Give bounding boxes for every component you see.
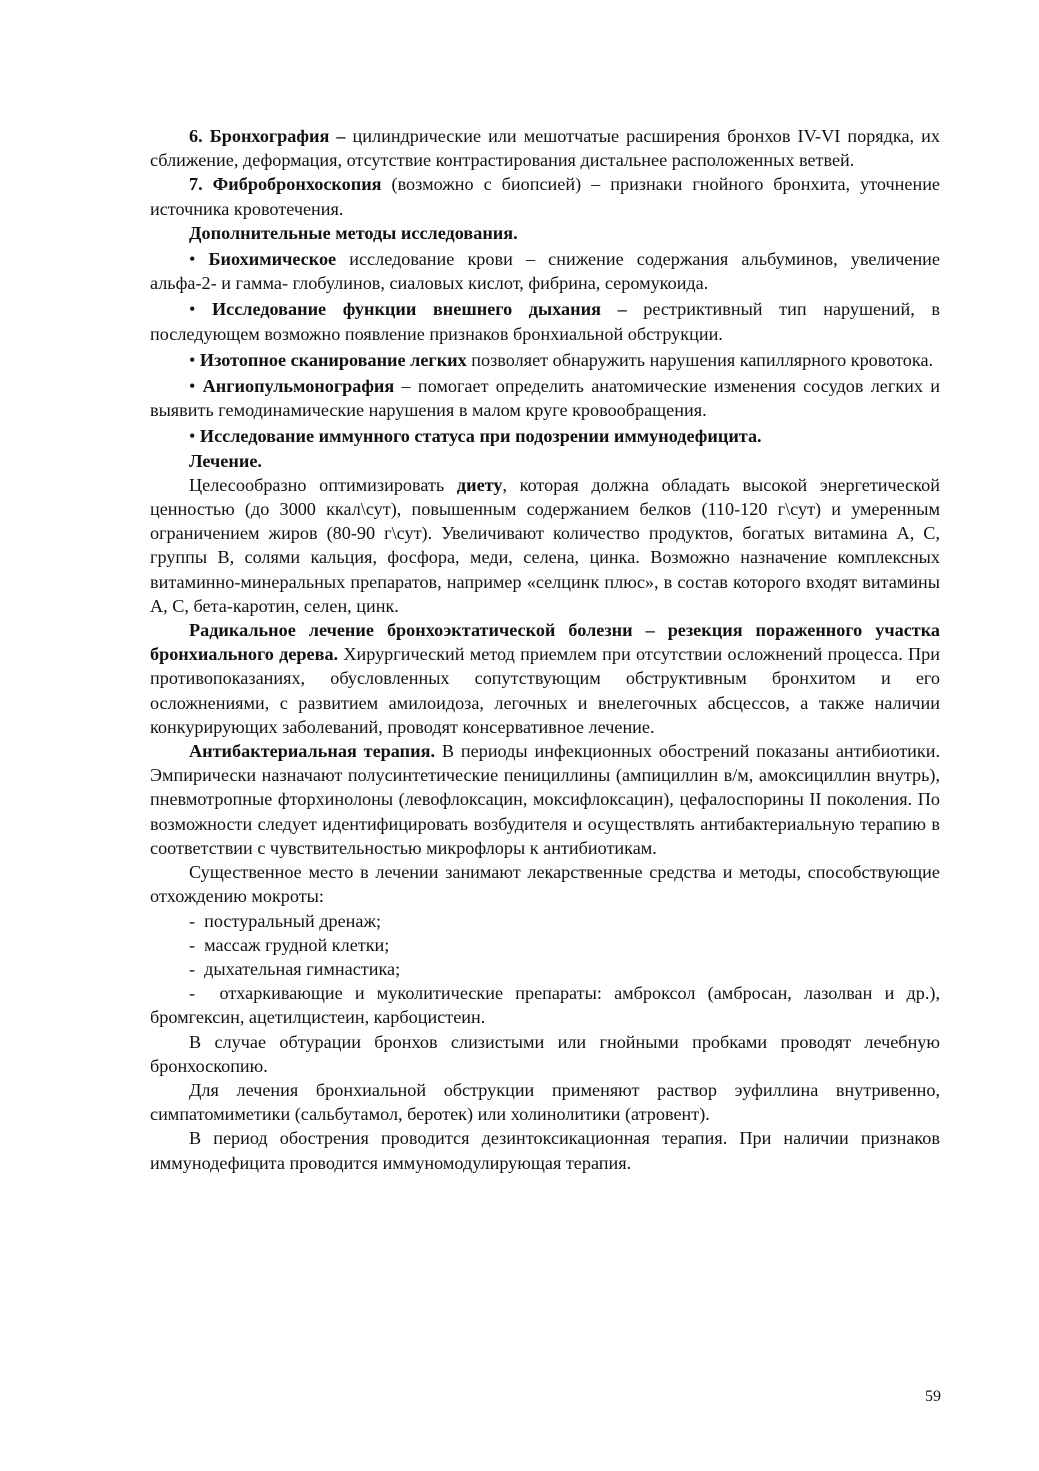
bullet-item-isotope-scan (150, 348, 940, 372)
bullet-text: позволяет обнаружить нарушения капиллярного кровотока. (466, 349, 934, 370)
paragraph-text: (возможно с биопсией) – признаки гнойного бронхита, уточнение источника кровотечения. (150, 174, 940, 219)
list-item: - дыхательная гимнастика; (150, 957, 940, 981)
paragraph-exacerbation: В период обострения проводится дезинтоксикационная терапия. При наличии признаков иммунодефицита проводится иммуномодулирующая терапия. (150, 1128, 940, 1173)
bullet-term: Исследование иммунного статуса при подозрении иммунодефицита. (199, 426, 762, 447)
heading-additional-methods (150, 221, 940, 245)
heading-treatment (150, 449, 940, 473)
term-fibrobronchoscopy: 7. Фибробронхоскопия (189, 174, 382, 195)
list-item: - массаж грудной клетки; (150, 933, 940, 957)
paragraph-antibacterial (150, 739, 940, 860)
heading-text: Лечение. (189, 450, 262, 471)
bullet-text: – помогает определить анатомические изменения сосудов легких и выявить гемодинамические нарушения в малом круге кровообращения. (150, 376, 940, 421)
bullet-term: Исследование функции внешнего дыхания – (212, 299, 627, 320)
paragraph-text: , которая должна обладать высокой энергетической ценностью (до 3000 ккал\сут), повышенным содержанием белков (110-120 г\сут) и умеренным ограничением жиров (80-90 г\сут). Увеличивают количество продуктов, богатых витамина А, С, группы В, солями кальция, фосфора, меди, селена, цинка. Возможно назначение комплексных витаминно-минеральных препаратов, например «селцинк плюс», в состав которого входят витамины А, С, бета-каротин, селен, цинк. (150, 474, 940, 616)
bullet-term: Биохимическое (208, 249, 337, 270)
bullet-text: рестриктивный тип нарушений, в последующем возможно появление признаков бронхиальной обструкции. (150, 299, 940, 344)
paragraph-sputum-intro: Существенное место в лечении занимают лекарственные средства и методы, способствующие отхождению мокроты: (150, 862, 940, 907)
list-item: - отхаркивающие и муколитические препараты: амброксол (амбросан, лазолван и др.), бромгексин, ацетилцистеин, карбоцистеин. (150, 981, 940, 1029)
bullet-item-immune-status (150, 424, 940, 448)
paragraph-fibrobronchoscopy (150, 172, 940, 220)
bullet-term: Изотопное сканирование легких (199, 349, 467, 370)
paragraph-diet (150, 473, 940, 618)
bullet-item-respiratory-function (150, 297, 940, 345)
paragraph-text: Целесообразно оптимизировать (189, 474, 457, 495)
paragraph-text: В периоды инфекционных обострений показаны антибиотики. Эмпирически назначают полусинтетические пенициллины (ампициллин в/м, амоксициллин внутрь), пневмотропные фторхинолоны (левофлоксацин, моксифлоксацин), цефалоспорины II поколения. По возможности следует идентифицировать возбудителя и осуществлять антибактериальную терапию в соответствии с чувствительностью микрофлоры к антибиотикам. (150, 741, 940, 858)
bullet-term: Ангиопульмонография (202, 376, 395, 397)
term-bronchography: 6. Бронхография – (189, 126, 346, 146)
heading-text: Дополнительные методы исследования. (189, 222, 518, 243)
term-antibacterial: Антибактериальная терапия. (189, 741, 435, 762)
paragraph-radical-treatment (150, 618, 940, 739)
paragraph-text: цилиндрические или мешотчатые расширения бронхов IV-VI порядка, их сближение, деформация, отсутствие контрастирования дистальнее расположенных ветвей. (150, 126, 940, 171)
page-content (150, 124, 940, 1175)
page-number: 59 (925, 1388, 941, 1405)
list-item: - постуральный дренаж; (150, 909, 940, 933)
term-radical-treatment: Радикальное лечение бронхоэктатической болезни – резекция пораженного участка бронхиального дерева. (150, 620, 940, 665)
paragraph-obstruction: Для лечения бронхиальной обструкции применяют раствор эуфиллина внутривенно, симпатомиметики (сальбутамол, беротек) или холинолитики (атровент). (150, 1079, 940, 1125)
bullet-text: исследование крови – снижение содержания альбуминов, увеличение альфа-2- и гамма- глобулинов, сиаловых кислот, фибрина, серомукоида. (150, 249, 940, 294)
paragraph-bronchography (150, 124, 940, 172)
term-diet: диету (456, 474, 503, 495)
paragraph-text: Хирургический метод приемлем при отсутствии осложнений процесса. При противопоказаниях, обусловленных сопутствующим обструктивным бронхитом и его осложнениями, с развитием амилоидоза, легочных и внелегочных абсцессов, а также наличии конкурирующих заболеваний, проводят консервативное лечение. (150, 644, 941, 737)
bullet-item-angiopulmonography (150, 374, 940, 422)
paragraph-obturation: В случае обтурации бронхов слизистыми или гнойными пробками проводят лечебную бронхоскопию. (150, 1031, 940, 1076)
bullet-item-biochemical (150, 247, 940, 295)
